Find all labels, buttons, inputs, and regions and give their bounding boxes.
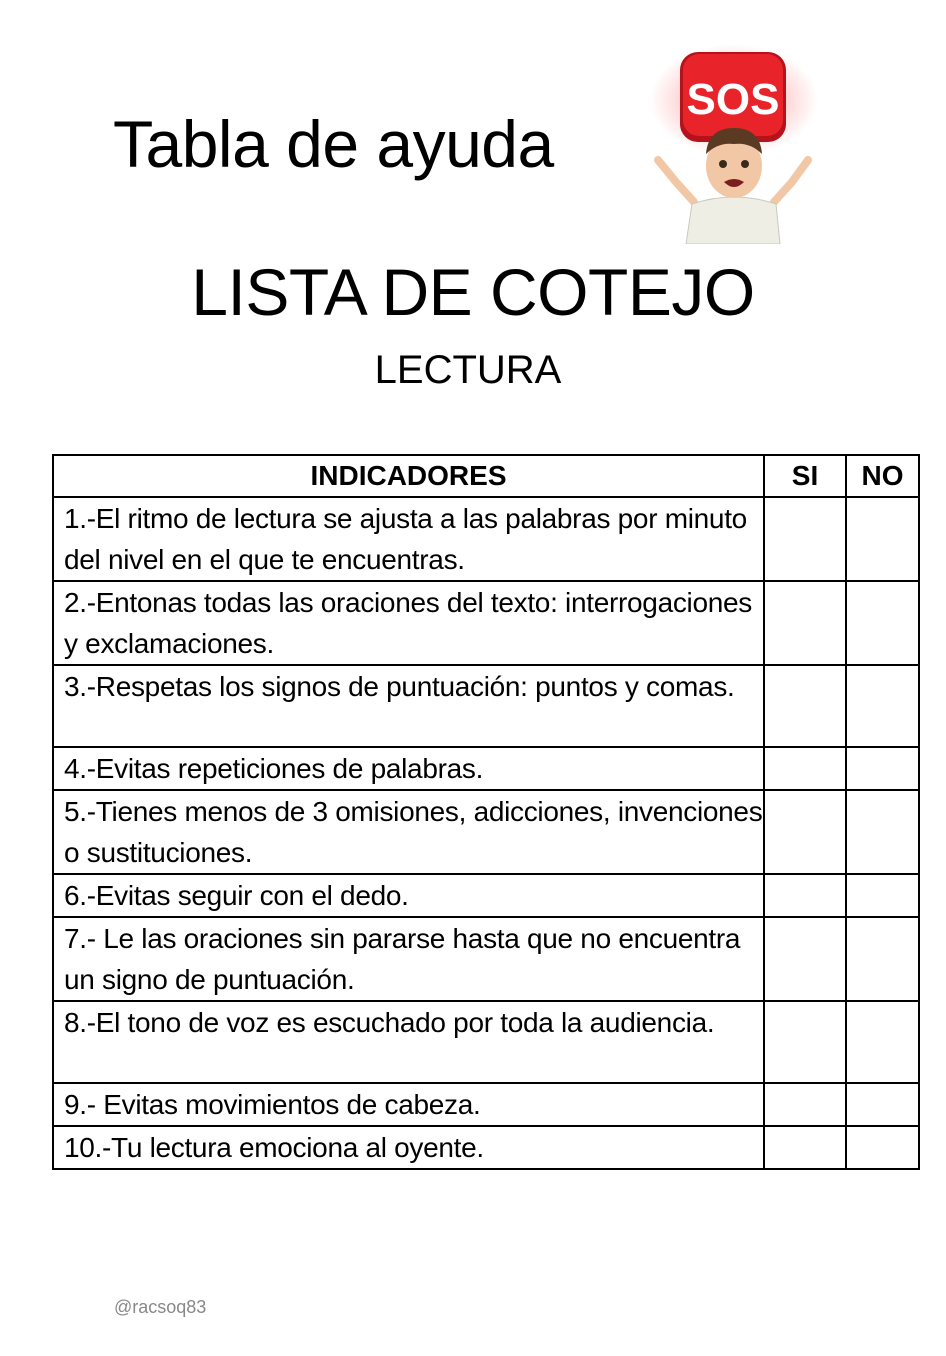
author-credit: @racsoq83 — [114, 1297, 207, 1317]
indicator-cell: 7.- Le las oraciones sin pararse hasta que no encuentra un signo de puntuación. — [53, 917, 764, 1001]
table-row — [53, 1083, 919, 1126]
yes-cell[interactable] — [764, 665, 846, 747]
indicator-cell: 6.-Evitas seguir con el dedo. — [53, 874, 764, 917]
table-row — [53, 1126, 919, 1169]
yes-cell[interactable] — [764, 497, 846, 581]
yes-header: SI — [764, 455, 846, 497]
sos-badge-text: SOS — [686, 75, 780, 124]
no-cell[interactable] — [846, 1126, 919, 1169]
table-row — [53, 874, 919, 917]
yes-cell[interactable] — [764, 1001, 846, 1083]
header-title: Tabla de ayuda — [113, 107, 554, 181]
yes-cell[interactable] — [764, 1083, 846, 1126]
subtitle: LECTURA — [374, 348, 562, 392]
table-row — [53, 747, 919, 790]
yes-cell[interactable] — [764, 790, 846, 874]
no-cell[interactable] — [846, 1083, 919, 1126]
table-row — [53, 665, 919, 747]
yes-cell[interactable] — [764, 874, 846, 917]
yes-cell[interactable] — [764, 581, 846, 665]
stressed-person-avatar-icon — [658, 128, 808, 244]
no-cell[interactable] — [846, 581, 919, 665]
no-cell[interactable] — [846, 497, 919, 581]
indicator-cell: 1.-El ritmo de lectura se ajusta a las palabras por minuto del nivel en el que te encuentras. — [53, 497, 764, 581]
no-header: NO — [846, 455, 919, 497]
no-cell[interactable] — [846, 917, 919, 1001]
sos-avatar-illustration — [646, 42, 818, 244]
no-cell[interactable] — [846, 747, 919, 790]
checklist-table — [52, 454, 920, 1170]
no-cell[interactable] — [846, 1001, 919, 1083]
no-cell[interactable] — [846, 874, 919, 917]
indicator-cell: 10.-Tu lectura emociona al oyente. — [53, 1126, 764, 1169]
indicator-cell: 3.-Respetas los signos de puntuación: puntos y comas. — [53, 665, 764, 747]
table-row — [53, 917, 919, 1001]
table-row — [53, 497, 919, 581]
indicators-header: INDICADORES — [53, 455, 764, 497]
yes-cell[interactable] — [764, 917, 846, 1001]
indicator-cell: 2.-Entonas todas las oraciones del texto: interrogaciones y exclamaciones. — [53, 581, 764, 665]
indicator-cell: 5.-Tienes menos de 3 omisiones, adicciones, invenciones o sustituciones. — [53, 790, 764, 874]
indicator-cell: 8.-El tono de voz es escuchado por toda la audiencia. — [53, 1001, 764, 1083]
table-row — [53, 790, 919, 874]
table-header-row — [53, 455, 919, 497]
indicator-cell: 9.- Evitas movimientos de cabeza. — [53, 1083, 764, 1126]
yes-cell[interactable] — [764, 747, 846, 790]
table-row — [53, 1001, 919, 1083]
no-cell[interactable] — [846, 665, 919, 747]
main-title: LISTA DE COTEJO — [191, 255, 755, 329]
indicator-cell: 4.-Evitas repeticiones de palabras. — [53, 747, 764, 790]
yes-cell[interactable] — [764, 1126, 846, 1169]
no-cell[interactable] — [846, 790, 919, 874]
table-row — [53, 581, 919, 665]
